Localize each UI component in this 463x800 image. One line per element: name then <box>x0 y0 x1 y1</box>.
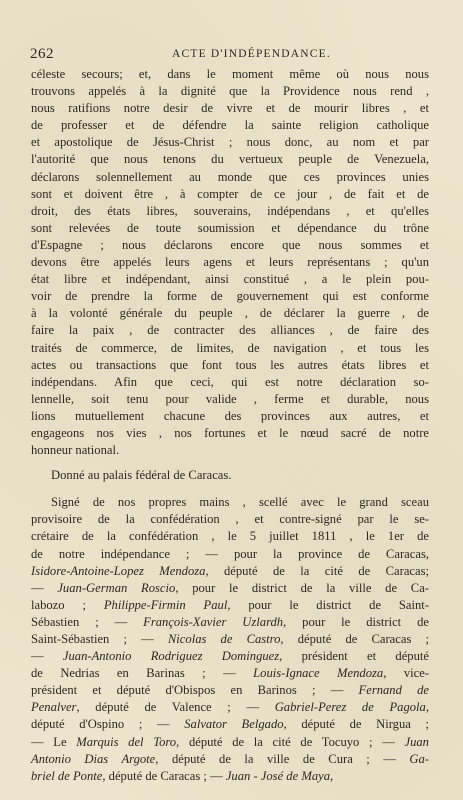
text-segment: député d'Ospino ; — <box>31 717 185 732</box>
text-line: lions mutuellement chacune des provinces aux autres, et <box>31 408 429 423</box>
signatory-name: Juan-Antonio Rodriguez Dominguez <box>62 649 280 664</box>
text-line: et apostolique de Jésus-Christ ; nous donc, au nom et par <box>31 135 429 150</box>
text-segment: Sébastien ; — <box>31 614 144 629</box>
text-line <box>31 648 429 665</box>
text-line <box>31 614 429 631</box>
text-segment: crétaire de la confédération , le 5 juillet 1811 , le 1er de <box>31 529 429 544</box>
text-line <box>31 751 429 768</box>
text-line: de professer et de défendre la sainte religion catholique <box>31 118 429 133</box>
text-line: engageons nos vies , nos fortunes et le nœud sacré de notre <box>31 425 429 440</box>
text-segment: de notre indépendance ; — pour la province de Caracas, <box>31 546 429 561</box>
text-line: indépendans. Afin que ceci, qui est notre déclaration so- <box>31 374 429 389</box>
text-line: devons être appelés leurs agens et leurs représentans ; qu'un <box>31 255 429 270</box>
signatory-name: François-Xavier Uzlardh <box>143 614 284 629</box>
signatory-name: Isidore-Antoine-Lopez Mendoza <box>31 563 206 578</box>
text-line: état libre et indépendant, ainsi constitué , a le plein pou- <box>31 272 429 287</box>
text-line <box>31 631 429 648</box>
paragraph-given-at <box>31 467 429 484</box>
text-line <box>31 511 429 528</box>
text-line: voir de prendre la forme de gouvernement qui est conforme <box>31 289 429 304</box>
text-line <box>31 716 429 733</box>
page-number: 262 <box>30 46 54 62</box>
text-line: actes ou transactions que font tous les autres états libres et <box>31 357 429 372</box>
paragraph-signatories <box>31 494 429 785</box>
text-line <box>31 546 429 563</box>
signatory-name: Fernand de <box>358 683 429 698</box>
text-segment: , député de la cité de Tocuyo ; — <box>176 734 405 749</box>
text-line: sont relevées de toute soumission et dépendance du trône <box>31 220 429 235</box>
text-segment: Saint-Sébastien ; — <box>31 632 168 646</box>
text-line: Donné au palais fédéral de Caracas. <box>51 468 232 483</box>
text-line <box>31 768 429 785</box>
text-segment: , pour le district de la ville de Ca- <box>175 580 429 595</box>
text-segment: , député de la ville de Cura ; — <box>155 751 410 766</box>
text-segment: , président et député <box>279 649 429 664</box>
text-segment: de Nedrias en Barinas ; — <box>31 666 254 681</box>
text-line: sont et doivent être , à compter de ce jour , de fait et de <box>31 186 429 201</box>
running-head: ACTE D'INDÉPENDANCE. <box>172 48 331 60</box>
text-line: à la volonté générale du peuple , de déclarer la guerre , de <box>31 306 429 321</box>
text-line <box>31 682 429 699</box>
page-header <box>30 46 427 64</box>
text-line <box>31 580 429 597</box>
text-segment: , pour le district de <box>283 614 429 629</box>
paragraph-declaration <box>31 66 429 459</box>
signatory-name: Penalver <box>31 700 77 715</box>
text-line: faire la paix , de contracter des alliances , de faire des <box>31 323 429 338</box>
signatory-name: Nicolas de Castro <box>167 632 281 646</box>
signatory-name: Antonio Dias Argote <box>31 751 156 766</box>
text-segment: — <box>31 649 63 664</box>
text-segment: , député de Caracas ; — <box>102 768 226 783</box>
signatory-name: Louis-Ignace Mendoza <box>253 666 384 681</box>
signatory-name: Salvator Belgado <box>184 717 284 732</box>
text-segment: provisoire de la confédération , et contre-signé par le se- <box>31 512 429 527</box>
text-line: honneur national. <box>31 443 120 458</box>
text-line: l'autorité que nous tenons du vertueux peuple de Venezuela, <box>31 152 429 167</box>
text-segment: — <box>31 580 58 595</box>
text-segment: — Le <box>31 734 77 749</box>
text-line <box>31 665 429 682</box>
text-line: droit, des états libres, souverains, indépendans , et qu'elles <box>31 203 429 218</box>
signatory-name: Ga- <box>409 751 429 766</box>
signatory-name: Gabriel-Perez de Pagola <box>274 700 426 715</box>
text-line: céleste secours; et, dans le moment même où nous nous <box>31 67 429 81</box>
text-line <box>31 734 429 751</box>
signatory-name: Juan-German Roscio <box>57 580 176 595</box>
signatory-name: Juan - José de Maya <box>225 768 331 783</box>
text-segment: , député de Nirgua ; <box>283 717 430 732</box>
text-line <box>31 528 429 545</box>
text-line <box>31 597 429 614</box>
text-line: trouvons appelés à la dignité que la Providence nous rend , <box>31 84 429 99</box>
text-segment: labozo ; <box>31 597 104 612</box>
text-line: traités de commerce, de limites, de navigation , et tous les <box>31 340 429 355</box>
text-segment: Signé de nos propres mains , scellé avec le grand sceau <box>51 495 429 510</box>
text-line: d'Espagne ; nous déclarons encore que nous sommes et <box>31 237 429 252</box>
signatory-name: Juan <box>404 734 429 749</box>
text-segment: , député de Caracas ; <box>280 632 429 646</box>
signatory-name: Philippe-Firmin Paul <box>103 597 228 612</box>
text-segment: , député de Valence ; — <box>76 700 275 715</box>
text-line <box>31 563 429 580</box>
text-segment: , pour le district de Saint- <box>227 597 429 612</box>
text-line: nous ratifions notre desir de vivre et de mourir libres , et <box>31 101 429 116</box>
text-segment: président et député d'Obispos en Barinos ; — <box>31 683 359 698</box>
text-segment: , vice- <box>383 666 429 681</box>
text-line: lennelle, soit tenu pour valide , ferme et durable, nous <box>31 391 429 406</box>
text-segment: , <box>425 700 430 715</box>
signatory-name: Marquis del Toro <box>76 734 177 749</box>
text-segment: , <box>330 768 334 783</box>
text-segment: , député de la cité de Caracas; <box>205 563 429 578</box>
body-text <box>31 66 429 785</box>
text-line <box>31 494 429 511</box>
signatory-name: briel de Ponte <box>31 768 103 783</box>
text-line <box>31 699 429 716</box>
text-line: déclarons solennellement au monde que ces provinces unies <box>31 169 429 184</box>
